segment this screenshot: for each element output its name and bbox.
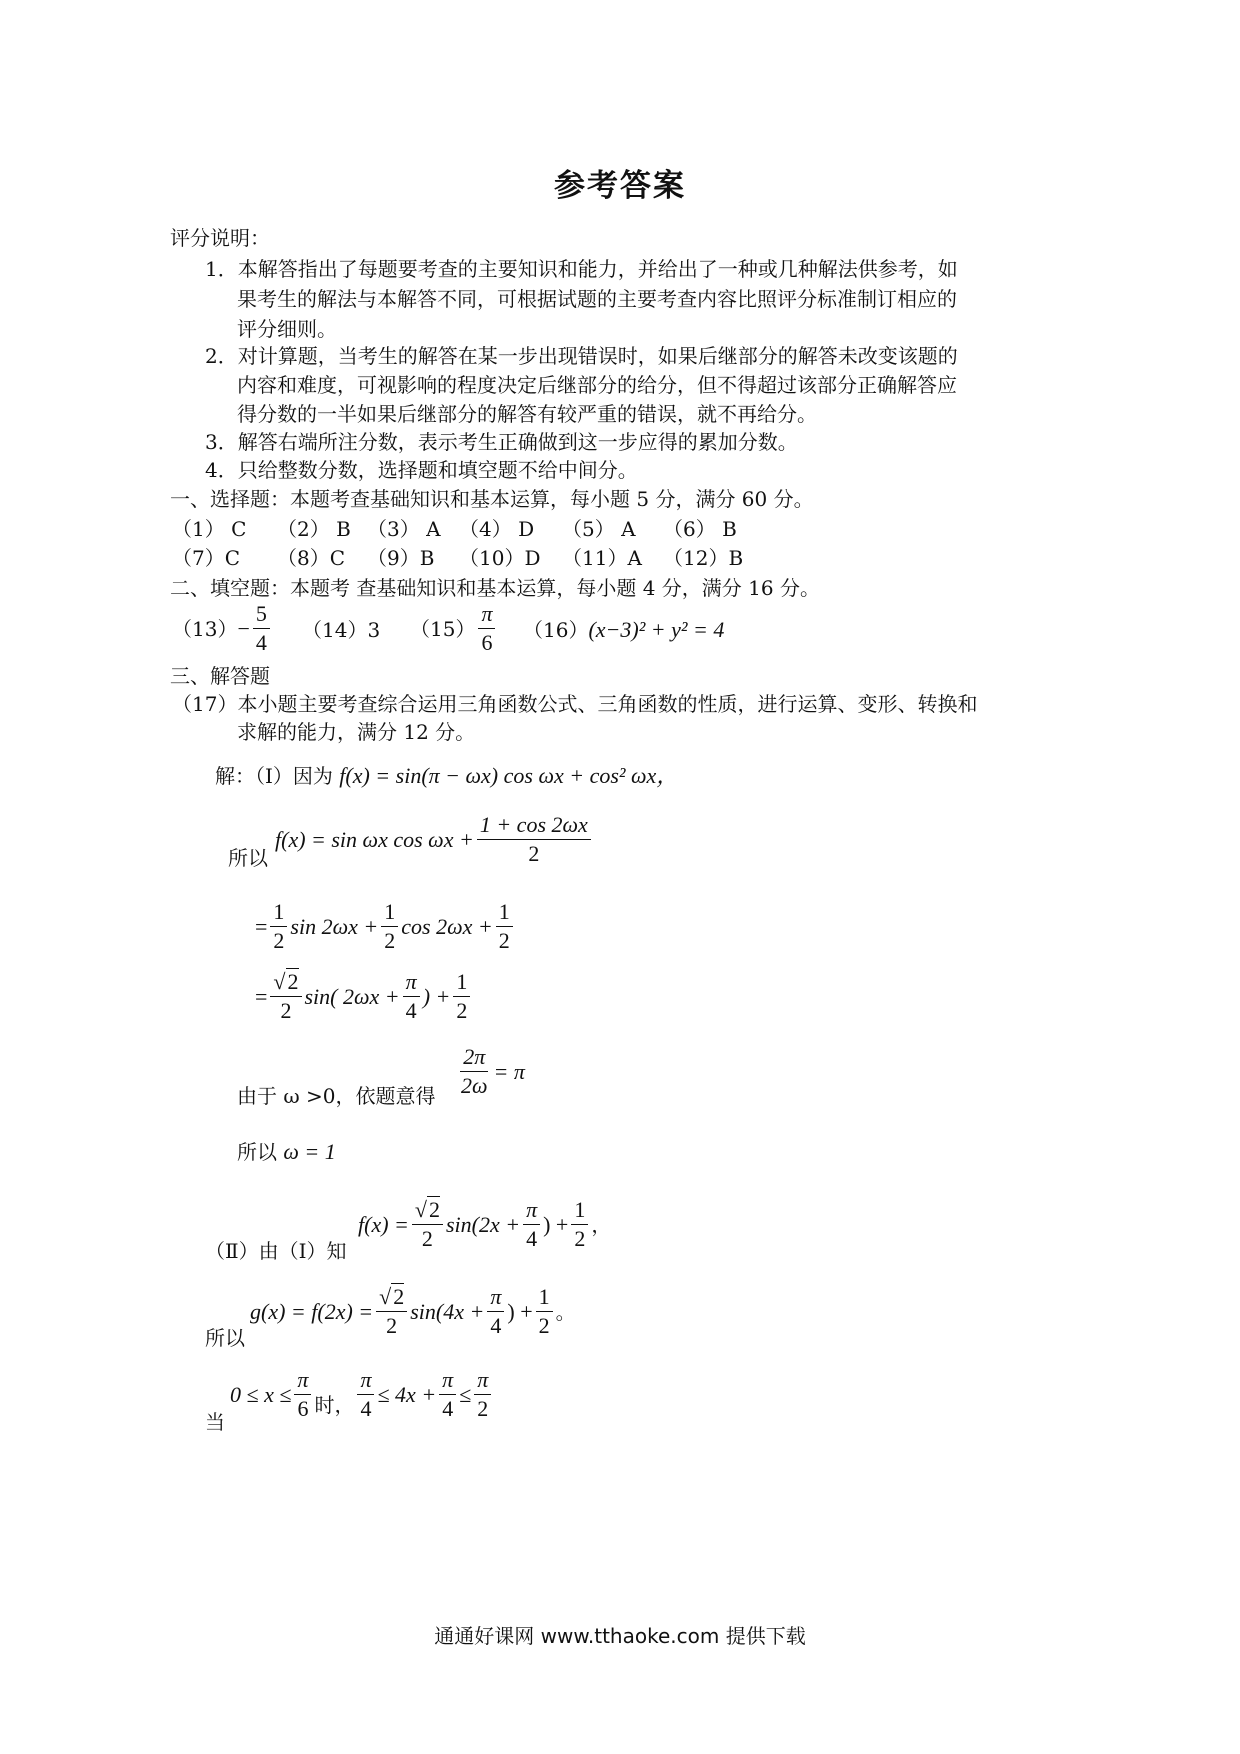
choice-answer: （12）B — [663, 546, 744, 570]
period-equation: $\frac{2\pi}{2\omega}$ = π — [455, 1045, 525, 1098]
choice-answer: （7）C — [172, 546, 241, 570]
scoring-rule-line: 内容和难度，可视影响的程度决定后继部分的给分，但不得超过该部分正确解答应 — [237, 373, 957, 397]
q17-description: （17）本小题主要考查综合运用三角函数公式、三角函数的性质，进行运算、变形、转换和 — [172, 692, 978, 716]
fill-answer-16: （16）(x−3)² + y² = 4 — [523, 617, 725, 642]
choice-answer: （1） C — [172, 517, 247, 541]
fraction: $\frac{2\pi}{2\omega}$ — [461, 1044, 488, 1099]
fraction: $\frac{√2}{2}$ — [376, 1285, 407, 1338]
scoring-rule-line: 4．只给整数分数，选择题和填空题不给中间分。 — [205, 458, 638, 482]
fraction: $\frac{\pi}{4}$ — [403, 970, 420, 1023]
fraction: $\frac{1}{2}$ — [571, 1198, 588, 1251]
choice-answer: （9）B — [367, 546, 435, 570]
choice-answer: （4） D — [459, 517, 535, 541]
fraction: $\frac{\pi}{6}$ — [294, 1368, 311, 1421]
fill-answer-13: （13） − $\frac{5}{4}$ — [172, 602, 273, 655]
fraction: $\frac{1 + \cos 2\omega x}{2}$ — [477, 813, 591, 866]
step-1-equation: f(x) = sin ωx cos ωx + $\frac{1 + \cos 2\omega x}{2}$ — [275, 813, 594, 866]
scoring-rule-line: 2．对计算题，当考生的解答在某一步出现错误时，如果后继部分的解答未改变该题的 — [205, 344, 958, 368]
fraction: $\frac{\pi}{4}$ — [439, 1368, 456, 1421]
fraction: $\frac{\pi}{4}$ — [487, 1285, 504, 1338]
page-title: 参考答案 — [554, 168, 686, 204]
fraction: $\frac{1}{2}$ — [270, 900, 287, 953]
fraction: $\frac{1}{2}$ — [453, 970, 470, 1023]
fraction: $\frac{√2}{2}$ — [412, 1198, 443, 1251]
page-footer: 通通好课网 www.tthaoke.com 提供下载 — [434, 1624, 806, 1648]
fraction: $\frac{\pi}{4}$ — [523, 1198, 540, 1251]
choice-answer: （8）C — [277, 546, 346, 570]
fraction: $\frac{√2}{2}$ — [270, 970, 301, 1023]
part2-equation: f(x) = $\frac{√2}{2}$ sin(2x + $\frac{\pi}{4}$ ) + $\frac{1}{2}$ ， — [358, 1197, 612, 1252]
scoring-rule-line: 1．本解答指出了每题要考查的主要知识和能力，并给出了一种或几种解法供参考，如 — [205, 257, 958, 281]
choice-answer: （11）A — [562, 546, 642, 570]
therefore-label: 所以 — [205, 1326, 245, 1350]
fraction: $\frac{\pi}{6}$ — [478, 602, 495, 655]
scoring-rule-line: 得分数的一半如果后继部分的解答有较严重的错误，就不再给分。 — [237, 402, 817, 426]
fill-answer-15: （15） $\frac{\pi}{6}$ — [410, 602, 498, 655]
therefore-label: 所以 ω = 1 — [237, 1139, 336, 1164]
section2-heading: 二、填空题：本题考 查基础知识和基本运算，每小题 4 分，满分 16 分。 — [170, 576, 820, 600]
solution-intro: 解：（Ⅰ）因为 f(x) = sin(π − ωx) cos ωx + cos² ωx， — [215, 763, 679, 788]
fraction: $\frac{5}{4}$ — [253, 602, 270, 655]
when-label: 当 — [205, 1410, 225, 1434]
part2-text: （Ⅱ）由（Ⅰ）知 — [205, 1239, 347, 1263]
therefore-label: 所以 — [228, 846, 268, 870]
scoring-rule-line: 果考生的解法与本解答不同，可根据试题的主要考查内容比照评分标准制订相应的 — [237, 287, 957, 311]
g-equation: g(x) = f(2x) = $\frac{√2}{2}$ sin(4x + $\frac{\pi}{4}$ ) + $\frac{1}{2}$ 。 — [250, 1284, 576, 1339]
scoring-header: 评分说明： — [170, 226, 270, 250]
section1-heading: 一、选择题：本题考查基础知识和基本运算，每小题 5 分，满分 60 分。 — [170, 487, 814, 511]
choice-answer: （10）D — [459, 546, 541, 570]
condition-text: 由于 ω >0，依题意得 — [237, 1084, 436, 1108]
fraction: $\frac{1}{2}$ — [536, 1285, 553, 1338]
fraction: $\frac{1}{2}$ — [496, 900, 513, 953]
step-3-equation: = $\frac{√2}{2}$ sin( 2ωx + $\frac{\pi}{4}$ ) + $\frac{1}{2}$ — [255, 970, 473, 1023]
choice-answer: （2） B — [277, 517, 351, 541]
choice-answer: （6） B — [663, 517, 737, 541]
scoring-rule-line: 3．解答右端所注分数，表示考生正确做到这一步应得的累加分数。 — [205, 430, 798, 454]
step-2-equation: = $\frac{1}{2}$ sin 2ωx + $\frac{1}{2}$ cos 2ωx + $\frac{1}{2}$ — [255, 900, 516, 953]
choice-answer: （5） A — [562, 517, 636, 541]
section3-heading: 三、解答题 — [170, 664, 270, 688]
fill-answer-14: （14）3 — [302, 618, 381, 642]
scoring-rule-line: 评分细则。 — [237, 317, 337, 341]
fraction: $\frac{1}{2}$ — [381, 900, 398, 953]
fraction: $\frac{\pi}{2}$ — [474, 1368, 491, 1421]
q17-description: 求解的能力，满分 12 分。 — [237, 720, 476, 744]
range-condition: 0 ≤ x ≤ $\frac{\pi}{6}$ 时， $\frac{\pi}{4}$ ≤ 4x + $\frac{\pi}{4}$ ≤ $\frac{\pi}{2}$ — [230, 1368, 494, 1421]
choice-answer: （3） A — [367, 517, 441, 541]
fraction: $\frac{\pi}{4}$ — [357, 1368, 374, 1421]
